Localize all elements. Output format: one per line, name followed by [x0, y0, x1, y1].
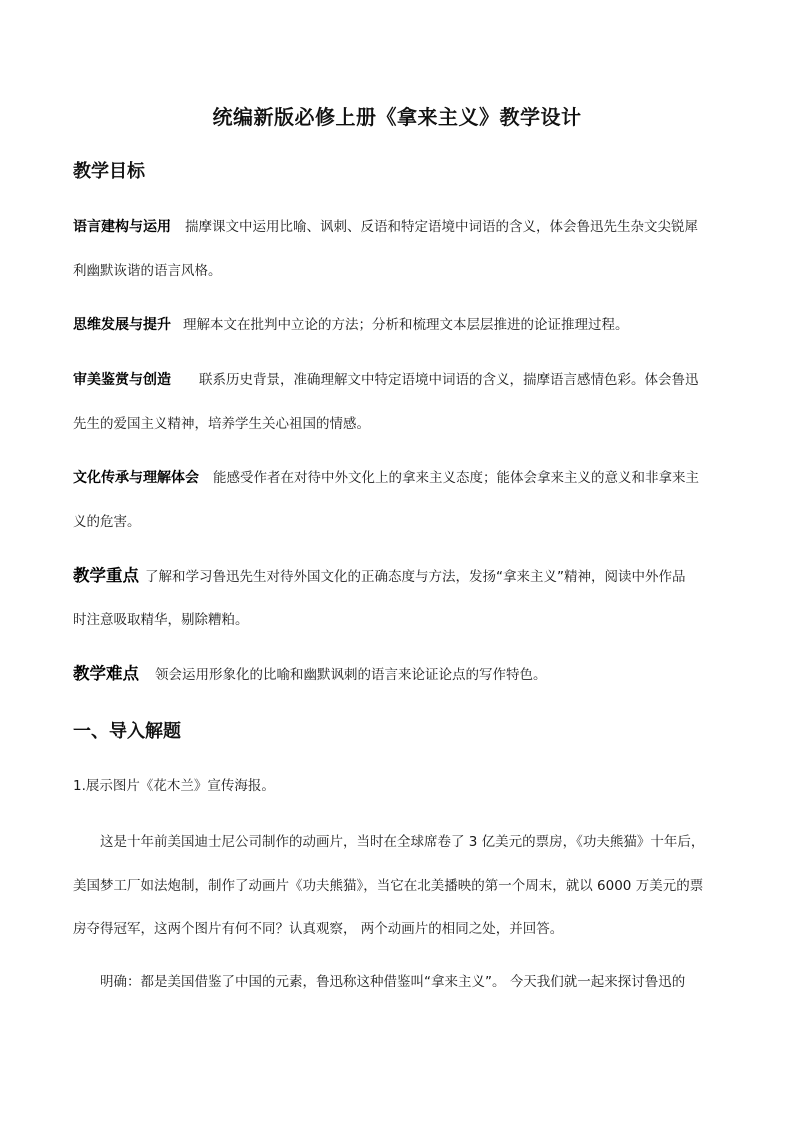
- key-point-label: 教学重点: [73, 566, 139, 585]
- objective-thinking: [73, 315, 629, 335]
- difficulty-label: 教学难点: [73, 664, 139, 683]
- key-point-line2: 时注意吸取精华，剔除糟粕。: [73, 612, 249, 628]
- objective-language-line1: 揣摩课文中运用比喻、讽刺、反语和特定语境中词语的含义，体会鲁迅先生杂文尖锐犀: [185, 219, 698, 235]
- section1-para1-line3: 房夺得冠军，这两个图片有何不同？认真观察， 两个动画片的相同之处，并回答。: [73, 921, 564, 937]
- objective-language-line2: 利幽默诙谐的语言风格。: [73, 263, 222, 279]
- heading-section1: 一、导入解题: [73, 721, 181, 742]
- section1-para2: 明确：都是美国借鉴了中国的元素，鲁迅称这种借鉴叫“拿来主义”。 今天我们就一起来探讨鲁迅的: [100, 974, 686, 990]
- difficulty-text: 领会运用形象化的比喻和幽默讽刺的语言来论证论点的写作特色。: [155, 667, 547, 683]
- objective-aesthetic-label: 审美鉴赏与创造: [73, 372, 171, 388]
- objective-culture-line1: 能感受作者在对待中外文化上的拿来主义态度；能体会拿来主义的意义和非拿来主: [213, 470, 699, 486]
- objective-aesthetic: [73, 370, 699, 390]
- objective-thinking-label: 思维发展与提升: [73, 317, 171, 333]
- objective-language: [73, 217, 698, 237]
- objective-culture-label: 文化传承与理解体会: [73, 470, 199, 486]
- section1-para1-line2: 美国梦工厂如法炮制，制作了动画片《功夫熊猫》，当它在北美播映的第一个周末，就以 6000 万美元的票: [73, 878, 704, 894]
- objective-thinking-line1: 理解本文在批判中立论的方法；分析和梳理文本层层推进的论证推理过程。: [183, 317, 629, 333]
- objective-culture-line2: 义的危害。: [73, 514, 141, 530]
- key-point-line1: 了解和学习鲁迅先生对待外国文化的正确态度与方法，发扬“拿来主义”精神，阅读中外作品: [145, 569, 686, 585]
- objective-culture: [73, 468, 699, 488]
- section1-step1: 1.展示图片《花木兰》宣传海报。: [73, 778, 275, 794]
- objective-aesthetic-line1: 联系历史背景，准确理解文中特定语境中词语的含义，揣摩语言感情色彩。体会鲁迅: [199, 372, 699, 388]
- heading-objectives: 教学目标: [73, 161, 145, 182]
- difficulty: [73, 664, 547, 685]
- objective-aesthetic-line2: 先生的爱国主义精神，培养学生关心祖国的情感。: [73, 416, 370, 432]
- section1-para1-line1: 这是十年前美国迪士尼公司制作的动画片，当时在全球席卷了 3 亿美元的票房，《功夫熊猫》十年后，: [100, 834, 705, 850]
- key-point: [73, 566, 686, 587]
- objective-language-label: 语言建构与运用: [73, 219, 171, 235]
- document-title: 统编新版必修上册《拿来主义》教学设计: [212, 105, 582, 129]
